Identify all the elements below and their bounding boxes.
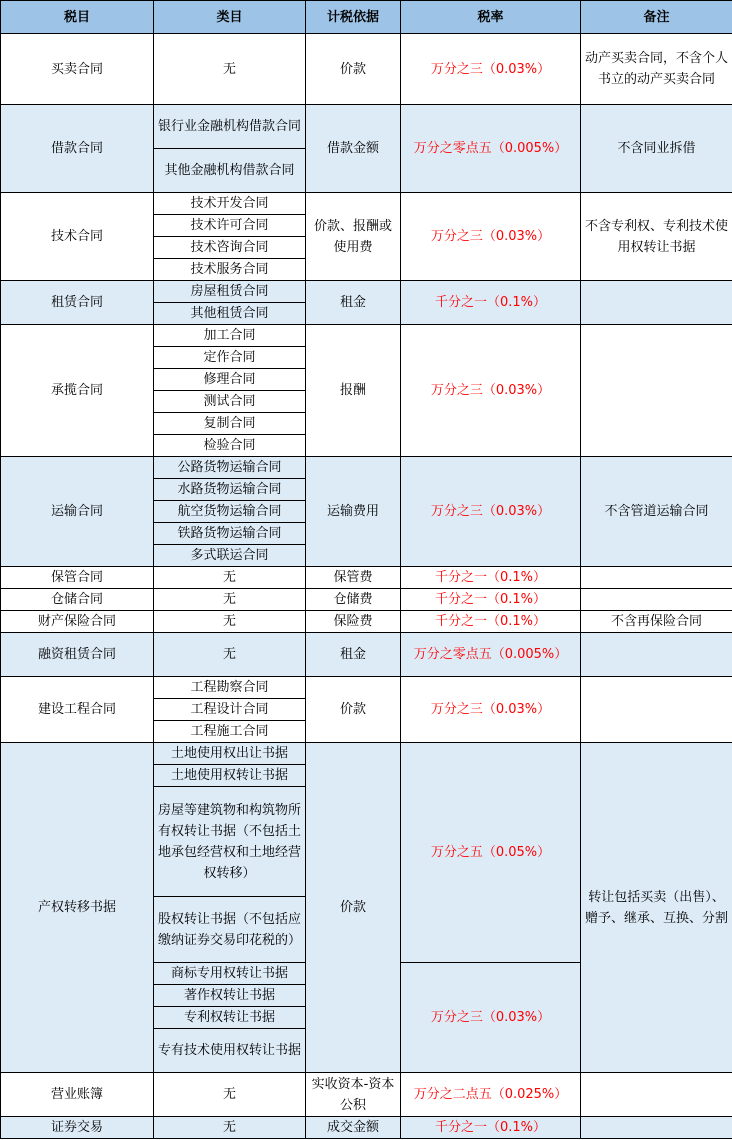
- note-cell: 不含专利权、专利技术使用权转让书据: [581, 193, 732, 281]
- table-row: [1, 1117, 732, 1139]
- table-row: [1, 281, 732, 303]
- category-cell: 土地使用权转让书据: [154, 765, 306, 787]
- tax-item-cell: 融资租赁合同: [1, 633, 154, 677]
- note-cell: 动产买卖合同，不含个人书立的动产买卖合同: [581, 34, 732, 105]
- rate-cell: 千分之一（0.1%）: [401, 611, 581, 633]
- basis-cell: 保管费: [306, 567, 401, 589]
- rate-cell: 万分之三（0.03%）: [401, 677, 581, 743]
- tax-item-cell: 营业账簿: [1, 1073, 154, 1117]
- note-cell: [581, 567, 732, 589]
- table-row: [1, 34, 732, 105]
- table-row: [1, 325, 732, 347]
- basis-cell: 价款: [306, 743, 401, 1073]
- table-row: [1, 105, 732, 149]
- tax-item-cell: 租赁合同: [1, 281, 154, 325]
- basis-cell: 价款: [306, 677, 401, 743]
- category-cell: 修理合同: [154, 369, 306, 391]
- category-cell: 工程设计合同: [154, 699, 306, 721]
- category-cell: 技术咨询合同: [154, 237, 306, 259]
- basis-cell: 运输费用: [306, 457, 401, 567]
- basis-cell: 成交金额: [306, 1117, 401, 1139]
- note-cell: [581, 1073, 732, 1117]
- tax-item-cell: 运输合同: [1, 457, 154, 567]
- note-cell: [581, 633, 732, 677]
- category-cell: 无: [154, 611, 306, 633]
- category-cell: 工程勘察合同: [154, 677, 306, 699]
- category-cell: 定作合同: [154, 347, 306, 369]
- category-cell: 专利权转让书据: [154, 1007, 306, 1029]
- header-note: 备注: [581, 1, 732, 34]
- note-cell: 不含管道运输合同: [581, 457, 732, 567]
- rate-cell: 千分之一（0.1%）: [401, 281, 581, 325]
- basis-cell: 保险费: [306, 611, 401, 633]
- category-cell: 无: [154, 1073, 306, 1117]
- rate-cell: 千分之一（0.1%）: [401, 589, 581, 611]
- basis-cell: 实收资本-资本公积: [306, 1073, 401, 1117]
- rate-cell: 千分之一（0.1%）: [401, 1117, 581, 1139]
- note-cell: [581, 677, 732, 743]
- category-cell: 无: [154, 589, 306, 611]
- table-row: [1, 567, 732, 589]
- tax-item-cell: 买卖合同: [1, 34, 154, 105]
- note-cell: [581, 281, 732, 325]
- note-cell: [581, 1117, 732, 1139]
- header-category: 类目: [154, 1, 306, 34]
- category-cell: 技术服务合同: [154, 259, 306, 281]
- rate-cell: 万分之三（0.03%）: [401, 193, 581, 281]
- header-tax-rate: 税率: [401, 1, 581, 34]
- category-cell: 房屋等建筑物和构筑物所有权转让书据（不包括土地承包经营权和土地经营权转移）: [154, 787, 306, 897]
- table-row: [1, 457, 732, 479]
- header-tax-basis: 计税依据: [306, 1, 401, 34]
- category-cell: 无: [154, 34, 306, 105]
- basis-cell: 仓储费: [306, 589, 401, 611]
- table-row: [1, 1073, 732, 1117]
- category-cell: 专有技术使用权转让书据: [154, 1029, 306, 1073]
- category-cell: 工程施工合同: [154, 721, 306, 743]
- tax-item-cell: 建设工程合同: [1, 677, 154, 743]
- category-cell: 多式联运合同: [154, 545, 306, 567]
- note-cell: 转让包括买卖（出售）、赠予、继承、互换、分割: [581, 743, 732, 1073]
- basis-cell: 价款: [306, 34, 401, 105]
- category-cell: 水路货物运输合同: [154, 479, 306, 501]
- rate-cell: 万分之三（0.03%）: [401, 34, 581, 105]
- category-cell: 航空货物运输合同: [154, 501, 306, 523]
- category-cell: 无: [154, 633, 306, 677]
- note-cell: [581, 589, 732, 611]
- category-cell: 股权转让书据（不包括应缴纳证券交易印花税的）: [154, 897, 306, 963]
- header-row: [1, 1, 732, 34]
- table-row: [1, 589, 732, 611]
- header-tax-item: 税目: [1, 1, 154, 34]
- note-cell: 不含再保险合同: [581, 611, 732, 633]
- category-cell: 公路货物运输合同: [154, 457, 306, 479]
- category-cell: 其他金融机构借款合同: [154, 149, 306, 193]
- tax-item-cell: 承揽合同: [1, 325, 154, 457]
- category-cell: 加工合同: [154, 325, 306, 347]
- rate-cell: 万分之二点五（0.025%）: [401, 1073, 581, 1117]
- basis-cell: 价款、报酬或使用费: [306, 193, 401, 281]
- category-cell: 铁路货物运输合同: [154, 523, 306, 545]
- note-cell: [581, 325, 732, 457]
- tax-item-cell: 技术合同: [1, 193, 154, 281]
- basis-cell: 借款金额: [306, 105, 401, 193]
- basis-cell: 报酬: [306, 325, 401, 457]
- table-row: [1, 193, 732, 215]
- category-cell: 技术许可合同: [154, 215, 306, 237]
- rate-cell: 万分之三（0.03%）: [401, 325, 581, 457]
- tax-item-cell: 借款合同: [1, 105, 154, 193]
- table-row: [1, 611, 732, 633]
- rate-cell: 万分之五（0.05%）: [401, 743, 581, 963]
- table-row: [1, 633, 732, 677]
- rate-cell: 万分之三（0.03%）: [401, 457, 581, 567]
- category-cell: 技术开发合同: [154, 193, 306, 215]
- category-cell: 商标专用权转让书据: [154, 963, 306, 985]
- category-cell: 复制合同: [154, 413, 306, 435]
- tax-item-cell: 仓储合同: [1, 589, 154, 611]
- category-cell: 无: [154, 1117, 306, 1139]
- category-cell: 无: [154, 567, 306, 589]
- tax-item-cell: 保管合同: [1, 567, 154, 589]
- rate-cell: 千分之一（0.1%）: [401, 567, 581, 589]
- note-cell: 不含同业拆借: [581, 105, 732, 193]
- category-cell: 检验合同: [154, 435, 306, 457]
- tax-item-cell: 产权转移书据: [1, 743, 154, 1073]
- category-cell: 其他租赁合同: [154, 303, 306, 325]
- category-cell: 著作权转让书据: [154, 985, 306, 1007]
- table-row: [1, 677, 732, 699]
- category-cell: 房屋租赁合同: [154, 281, 306, 303]
- category-cell: 土地使用权出让书据: [154, 743, 306, 765]
- tax-item-cell: 证券交易: [1, 1117, 154, 1139]
- basis-cell: 租金: [306, 281, 401, 325]
- rate-cell: 万分之三（0.03%）: [401, 963, 581, 1073]
- rate-cell: 万分之零点五（0.005%）: [401, 105, 581, 193]
- category-cell: 银行业金融机构借款合同: [154, 105, 306, 149]
- basis-cell: 租金: [306, 633, 401, 677]
- table-row: [1, 743, 732, 765]
- tax-item-cell: 财产保险合同: [1, 611, 154, 633]
- rate-cell: 万分之零点五（0.005%）: [401, 633, 581, 677]
- category-cell: 测试合同: [154, 391, 306, 413]
